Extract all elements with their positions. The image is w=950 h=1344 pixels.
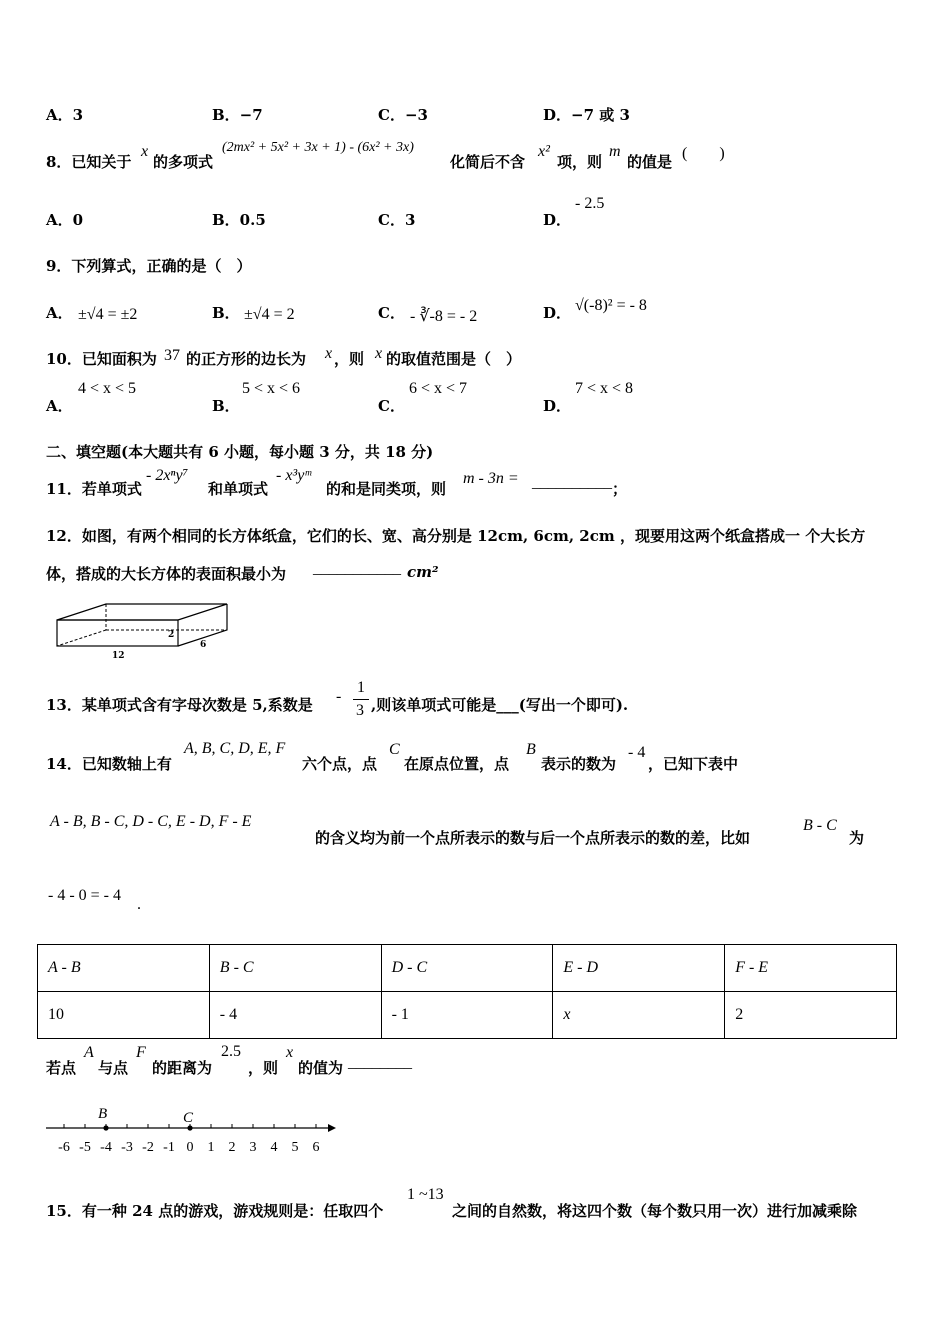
table-header: F - E bbox=[725, 945, 897, 992]
q14-tail-c: 的距离为 bbox=[152, 1059, 213, 1077]
q14-stem-a: 14．已知数轴上有 bbox=[46, 755, 172, 773]
table-row bbox=[38, 945, 897, 992]
q9-option-d: D． bbox=[543, 304, 572, 322]
q15-range: 1 ~13 bbox=[407, 1186, 444, 1203]
q11-stem-b: 和单项式 bbox=[208, 480, 269, 498]
axis-tick-label: 4 bbox=[270, 1140, 278, 1155]
q12-line-1: 12．如图，有两个相同的长方体纸盒，它们的长、宽、高分别是 12cm, 6cm, 2cm ，现要用这两个纸盒搭成一 个大长方 bbox=[46, 527, 866, 545]
q12-answer-blank: ___________ bbox=[313, 560, 401, 577]
q10-var-x-2: x bbox=[375, 345, 383, 362]
table-header: D - C bbox=[381, 945, 553, 992]
q8-var-m: m bbox=[609, 143, 621, 160]
q10-option-d-expr: 7 < x < 8 bbox=[575, 380, 634, 397]
q10-option-c: C． bbox=[378, 397, 405, 415]
q13-stem-b: ,则该单项式可能是___(写出一个即可). bbox=[371, 696, 629, 714]
q8-expression: (2mx² + 5x² + 3x + 1) - (6x² + 3x) bbox=[222, 140, 414, 155]
q8-stem-a: 8．已知关于 bbox=[46, 153, 132, 171]
table-cell: - 4 bbox=[209, 992, 381, 1039]
q13-fraction-bar bbox=[353, 699, 369, 700]
q9-option-c-expr: - ∛-8 = - 2 bbox=[410, 308, 478, 325]
q9-option-a: A． bbox=[46, 304, 73, 322]
axis-tick-label: -3 bbox=[121, 1140, 133, 1155]
q8-option-d: D． bbox=[543, 211, 572, 229]
q14-example-dot: . bbox=[137, 896, 141, 913]
q8-option-b: B．0.5 bbox=[212, 211, 266, 229]
q14-stem-c: 在原点位置，点 bbox=[404, 755, 510, 773]
q10-stem-c: ，则 bbox=[334, 350, 365, 368]
q10-stem-d: 的取值范围是（ ） bbox=[386, 350, 522, 368]
q14-stem-e: ，已知下表中 bbox=[648, 755, 739, 773]
cuboid-length-label: 12 bbox=[112, 651, 125, 661]
q14-tail-x: x bbox=[286, 1044, 294, 1061]
q8-option-d-value: - 2.5 bbox=[575, 195, 605, 212]
q8-stem-b: 的多项式 bbox=[153, 153, 214, 171]
q14-point-c: C bbox=[389, 741, 400, 758]
q15-stem-a: 15．有一种 24 点的游戏，游戏规则是：任取四个 bbox=[46, 1202, 384, 1220]
q10-option-b: B． bbox=[212, 397, 240, 415]
q10-stem-a: 10．已知面积为 bbox=[46, 350, 157, 368]
table-header: E - D bbox=[553, 945, 725, 992]
q11-stem-c: 的和是同类项，则 bbox=[326, 480, 447, 498]
q10-option-a-expr: 4 < x < 5 bbox=[78, 380, 137, 397]
point-b-label: B bbox=[98, 1106, 108, 1122]
cuboid-height-label: 2 bbox=[168, 630, 175, 640]
axis-tick-label: 2 bbox=[228, 1140, 236, 1155]
q10-stem-b: 的正方形的边长为 bbox=[186, 350, 307, 368]
axis-tick-label: 5 bbox=[291, 1140, 299, 1155]
point-c-dot bbox=[187, 1125, 192, 1130]
q9-option-d-expr: √(-8)² = - 8 bbox=[575, 297, 647, 314]
axis-tick-label: 3 bbox=[249, 1140, 257, 1155]
q14-point-b: B bbox=[526, 741, 536, 758]
q12-unit: cm² bbox=[407, 563, 439, 581]
q11-answer-blank: __________ bbox=[532, 474, 612, 491]
q13-neg-sign: - bbox=[336, 688, 342, 705]
axis-tick-label: -5 bbox=[79, 1140, 91, 1155]
q14-example: - 4 - 0 = - 4 bbox=[48, 887, 122, 904]
q14-tail-b: 与点 bbox=[98, 1059, 129, 1077]
q8-stem-d: 项，则 bbox=[557, 153, 603, 171]
q10-var-x: x bbox=[325, 345, 333, 362]
axis-tick-label: 1 bbox=[207, 1140, 215, 1155]
q8-var-x: x bbox=[141, 143, 149, 160]
q14-distance: 2.5 bbox=[221, 1043, 241, 1060]
q14-stem-b: 六个点，点 bbox=[302, 755, 378, 773]
q13-numerator: 1 bbox=[357, 679, 365, 696]
q8-stem-e: 的值是 bbox=[627, 153, 673, 171]
number-line bbox=[40, 1098, 345, 1162]
q12-line-2: 体，搭成的大长方体的表面积最小为 bbox=[46, 565, 287, 583]
q8-x-squared: x² bbox=[538, 143, 550, 160]
difference-table bbox=[37, 944, 897, 1039]
section-heading: 二、填空题(本大题共有 6 小题，每小题 3 分，共 18 分) bbox=[46, 443, 434, 461]
q11-stem-a: 11．若单项式 bbox=[46, 480, 142, 498]
q14-tail-point-f: F bbox=[136, 1044, 146, 1061]
q9-option-c: C． bbox=[378, 304, 405, 322]
q9-option-b-expr: ±√4 = 2 bbox=[244, 306, 295, 323]
q14-tail-d: ，则 bbox=[248, 1059, 279, 1077]
q8-stem-c: 化简后不含 bbox=[450, 153, 526, 171]
q10-area: 37 bbox=[164, 347, 180, 364]
axis-tick-label: -1 bbox=[163, 1140, 175, 1155]
q13-denominator: 3 bbox=[356, 702, 364, 719]
axis-tick-label: 0 bbox=[186, 1140, 194, 1155]
point-b-dot bbox=[103, 1125, 108, 1130]
q14-tail-e: 的值为 bbox=[298, 1059, 344, 1077]
q14-answer-blank: ________ bbox=[348, 1054, 412, 1071]
q9-option-b: B． bbox=[212, 304, 240, 322]
q7-option-a: A．3 bbox=[46, 106, 84, 124]
q8-option-a: A．0 bbox=[46, 211, 84, 229]
table-cell: 2 bbox=[725, 992, 897, 1039]
table-cell: x bbox=[553, 992, 725, 1039]
q9-option-a-expr: ±√4 = ±2 bbox=[78, 306, 138, 323]
cuboid-figure bbox=[50, 600, 240, 662]
axis-tick-label: -2 bbox=[142, 1140, 154, 1155]
q11-expression: m - 3n = bbox=[463, 470, 519, 487]
point-c-label: C bbox=[183, 1110, 194, 1126]
q14-line-2: 的含义均为前一个点所表示的数与后一个点所表示的数的差，比如 bbox=[315, 829, 751, 847]
cuboid-width-label: 6 bbox=[200, 640, 207, 650]
table-header: A - B bbox=[38, 945, 210, 992]
q10-option-d: D． bbox=[543, 397, 572, 415]
q15-stem-b: 之间的自然数，将这四个数（每个数只用一次）进行加减乘除 bbox=[452, 1202, 858, 1220]
q14-tail-point-a: A bbox=[84, 1044, 94, 1061]
q7-option-c: C．−3 bbox=[378, 106, 428, 124]
q11-monomial-1: - 2xⁿy⁷ bbox=[146, 467, 189, 484]
q14-example-bc: B - C bbox=[803, 817, 837, 834]
axis-tick-label: 6 bbox=[312, 1140, 320, 1155]
axis-tick-label: -4 bbox=[100, 1140, 112, 1155]
axis-tick-label: -6 bbox=[58, 1140, 70, 1155]
q7-option-b: B．−7 bbox=[212, 106, 263, 124]
q14-stem-d: 表示的数为 bbox=[541, 755, 617, 773]
q10-option-c-expr: 6 < x < 7 bbox=[409, 380, 468, 397]
table-row bbox=[38, 992, 897, 1039]
q11-monomial-2: - x³yᵐ bbox=[276, 467, 311, 484]
q8-answer-paren: ( ) bbox=[682, 145, 725, 162]
q8-option-c: C．3 bbox=[378, 211, 416, 229]
q11-end: ； bbox=[612, 480, 628, 498]
table-cell: 10 bbox=[38, 992, 210, 1039]
q13-stem-a: 13．某单项式含有字母次数是 5,系数是 bbox=[46, 696, 313, 714]
table-header: B - C bbox=[209, 945, 381, 992]
q14-wei: 为 bbox=[849, 829, 865, 847]
table-cell: - 1 bbox=[381, 992, 553, 1039]
q7-option-d: D．−7 或 3 bbox=[543, 106, 630, 124]
q10-option-b-expr: 5 < x < 6 bbox=[242, 380, 301, 397]
q14-points: A, B, C, D, E, F bbox=[184, 740, 286, 757]
q10-option-a: A． bbox=[46, 397, 73, 415]
q9-stem: 9．下列算式，正确的是（ ） bbox=[46, 257, 252, 275]
q14-b-value: - 4 bbox=[628, 744, 646, 761]
q14-tail-a: 若点 bbox=[46, 1059, 77, 1077]
q14-differences: A - B, B - C, D - C, E - D, F - E bbox=[50, 813, 252, 830]
